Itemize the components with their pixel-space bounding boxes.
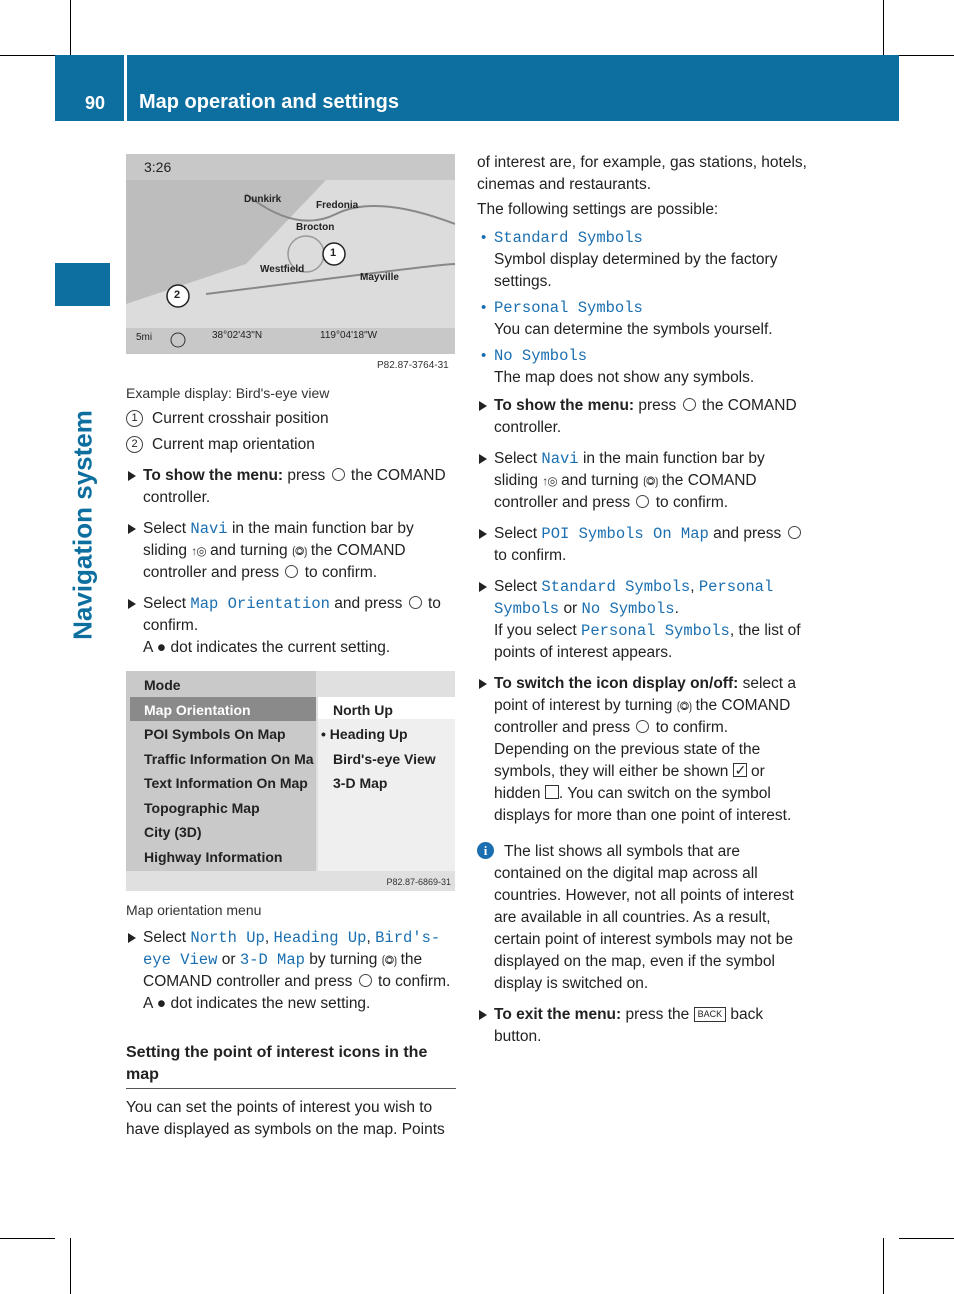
press-icon — [636, 495, 649, 508]
menu-item: City (3D) — [144, 824, 202, 840]
step-text: in the main function bar by sliding — [494, 450, 765, 489]
menu-item: Mode — [144, 677, 181, 693]
step-label: To show the menu: — [494, 397, 635, 414]
page-header — [55, 55, 899, 121]
menu-term: Bird's-eye View — [143, 929, 441, 969]
press-icon — [788, 526, 801, 539]
step-text: . — [674, 600, 679, 617]
figure-reference: P82.87-3764-31 — [377, 360, 449, 371]
map-place: Brocton — [296, 222, 335, 233]
step-text: press the — [625, 1006, 690, 1023]
instruction-step — [477, 523, 807, 567]
menu-term: Standard Symbols — [541, 578, 691, 596]
step-text: or — [563, 600, 578, 617]
menu-term: Map Orientation — [190, 595, 330, 613]
crop-mark — [70, 1238, 71, 1294]
menu-term: No Symbols — [581, 600, 675, 618]
submenu-item: 3-D Map — [333, 775, 388, 791]
step-text: the COMAND controller and press — [143, 951, 423, 990]
step-text: Select — [143, 929, 187, 946]
menu-item: Text Information On Map — [144, 775, 308, 791]
step-text: to confirm. — [494, 547, 567, 564]
slide-icon: ↑◎ — [191, 544, 206, 558]
crop-mark — [899, 55, 954, 56]
press-icon — [285, 565, 298, 578]
menu-term: Personal Symbols — [581, 622, 730, 640]
step-text: the COMAND controller and press — [494, 472, 757, 511]
menu-term: Standard Symbols — [494, 229, 643, 247]
map-place: Westfield — [260, 264, 305, 275]
step-text: Select — [494, 450, 538, 467]
instruction-step — [126, 518, 456, 584]
step-text: the COMAND controller. — [494, 397, 797, 436]
step-text: the COMAND controller and press — [143, 542, 406, 581]
submenu-item: Bird's-eye View — [333, 751, 436, 767]
menu-term: 3-D Map — [239, 951, 305, 969]
menu-term: Navi — [541, 450, 579, 468]
map-place: Mayville — [360, 272, 399, 283]
legend-number: 1 — [126, 410, 143, 427]
step-text: , — [264, 929, 270, 946]
page-number: 90 — [85, 93, 106, 113]
legend-item — [126, 434, 456, 456]
step-text: back button. — [494, 1006, 764, 1045]
section-label: Navigation system — [67, 410, 98, 640]
legend-text: Current crosshair position — [152, 410, 329, 427]
turn-icon: ⟮◎⟯ — [642, 474, 658, 488]
step-text: Depending on the previous state of the symbols, they will either be shown — [494, 741, 761, 780]
arrow-icon — [128, 471, 136, 481]
legend-item — [126, 408, 456, 430]
menu-term: Heading Up — [273, 929, 367, 947]
press-icon — [409, 596, 422, 609]
checkbox-empty-icon — [545, 785, 559, 799]
map-place: Fredonia — [316, 200, 359, 211]
menu-term: Navi — [190, 520, 228, 538]
arrow-icon — [128, 524, 136, 534]
callout-2: 2 — [174, 289, 181, 301]
step-text: select a point of interest by turning — [494, 675, 797, 714]
map-scale: 5mi — [136, 332, 153, 343]
turn-icon: ⟮◎⟯ — [676, 699, 692, 713]
arrow-icon — [479, 679, 487, 689]
step-text: press — [638, 397, 677, 414]
legend-text: Current map orientation — [152, 436, 315, 453]
instruction-step — [477, 673, 807, 827]
instruction-step — [126, 927, 456, 1015]
arrow-icon — [479, 1010, 487, 1020]
menu-item: Topographic Map — [144, 800, 260, 816]
step-label: To show the menu: — [143, 467, 284, 484]
map-time: 3:26 — [144, 159, 172, 175]
step-text: to confirm. — [143, 595, 441, 634]
menu-item: Traffic Information On Ma — [144, 751, 314, 767]
crop-mark — [70, 0, 71, 55]
body-paragraph: of interest are, for example, gas stations, hotels, cinemas and restaurants. — [477, 154, 807, 193]
menu-item: Highway Information — [144, 849, 283, 865]
step-text: the COMAND controller and press — [494, 697, 791, 736]
bullet-icon: • — [481, 347, 487, 364]
header-separator — [124, 55, 127, 121]
step-text: , — [366, 929, 371, 946]
step-text: press — [287, 467, 326, 484]
press-icon — [332, 468, 345, 481]
arrow-icon — [128, 933, 136, 943]
callout-1: 1 — [330, 247, 337, 259]
menu-term: POI Symbols On Map — [541, 525, 709, 543]
step-text: by turning — [309, 951, 378, 968]
turn-icon: ⟮◎⟯ — [381, 953, 397, 967]
step-text: , — [690, 578, 695, 595]
step-text: and turning — [210, 542, 288, 559]
figure-caption: Example display: Bird's-eye view — [126, 385, 330, 401]
option-item — [477, 345, 807, 389]
step-text: and turning — [561, 472, 639, 489]
checkbox-checked-icon — [733, 763, 747, 777]
step-label: To switch the icon display on/off: — [494, 675, 739, 692]
menu-item: Map Orientation — [144, 702, 251, 718]
arrow-icon — [128, 599, 136, 609]
right-column — [477, 152, 807, 1048]
map-latitude: 38°02'43"N — [212, 330, 263, 341]
step-text: or hidden — [494, 763, 765, 802]
body-paragraph: You can set the points of interest you wish to have displayed as symbols on the map. Points — [126, 1099, 445, 1138]
step-text: If you select — [494, 622, 577, 639]
back-key-icon: BACK — [694, 1007, 727, 1022]
map-longitude: 119°04'18"W — [320, 330, 378, 341]
press-icon — [683, 398, 696, 411]
crop-mark — [883, 0, 884, 55]
submenu-item: North Up — [333, 702, 393, 718]
arrow-icon — [479, 529, 487, 539]
menu-term: Personal Symbols — [494, 578, 774, 618]
step-text: to confirm. — [655, 494, 729, 511]
crop-mark — [899, 1238, 954, 1239]
arrow-icon — [479, 454, 487, 464]
body-paragraph: The following settings are possible: — [477, 201, 719, 218]
step-text: and press — [713, 525, 782, 542]
option-description: Symbol display determined by the factory settings. — [494, 251, 778, 290]
menu-item: POI Symbols On Map — [144, 726, 286, 742]
section-heading: Setting the point of interest icons in the map — [126, 1042, 456, 1089]
map-place: Dunkirk — [244, 194, 282, 205]
turn-icon: ⟮◎⟯ — [291, 544, 307, 558]
figure-caption: Map orientation menu — [126, 902, 262, 918]
step-text: Select — [494, 525, 538, 542]
left-column-lower — [126, 899, 456, 1141]
instruction-step — [477, 448, 807, 514]
instruction-step — [126, 465, 456, 509]
option-description: You can determine the symbols yourself. — [494, 321, 773, 338]
step-text: to confirm. — [377, 973, 451, 990]
step-text: and press — [334, 595, 403, 612]
step-text: the COMAND controller. — [143, 467, 446, 506]
option-description: The map does not show any symbols. — [494, 369, 755, 386]
info-note — [477, 841, 807, 995]
bullet-icon: • — [481, 299, 487, 316]
legend-number: 2 — [126, 436, 143, 453]
instruction-step — [477, 1004, 807, 1048]
step-text: Select — [494, 578, 538, 595]
arrow-icon — [479, 401, 487, 411]
menu-term: North Up — [190, 929, 265, 947]
press-icon — [636, 720, 649, 733]
arrow-icon — [479, 582, 487, 592]
section-tab — [55, 263, 110, 306]
press-icon — [359, 974, 372, 987]
info-icon: i — [477, 842, 494, 859]
page-title: Map operation and settings — [139, 91, 400, 113]
bullet-icon: • — [481, 229, 487, 246]
step-text: in the main function bar by sliding — [143, 520, 414, 559]
menu-term: No Symbols — [494, 347, 588, 365]
slide-icon: ↑◎ — [542, 474, 557, 488]
step-text: . You can switch on the symbol displays for more than one point of interest. — [494, 785, 792, 824]
crop-mark — [0, 1238, 55, 1239]
step-note: A ● dot indicates the current setting. — [143, 639, 391, 656]
instruction-step — [477, 395, 807, 439]
crop-mark — [0, 55, 55, 56]
step-text: to confirm. — [655, 719, 729, 736]
submenu-item: • Heading Up — [321, 726, 408, 742]
figure-reference: P82.87-6869-31 — [386, 877, 451, 887]
crop-mark — [883, 1238, 884, 1294]
option-item — [477, 227, 807, 293]
menu-term: Personal Symbols — [494, 299, 643, 317]
info-text: The list shows all symbols that are contained on the digital map across all countries. However, not all points of interest are available in all countries. As a result, certain point of interest symbols may not be displayed on the map, even if the symbol display is switched on. — [494, 843, 794, 992]
step-text: or — [221, 951, 236, 968]
menu-screenshot — [126, 671, 455, 891]
step-text: Select — [143, 520, 187, 537]
step-text: , the list of points of interest appears. — [494, 622, 801, 661]
step-label: To exit the menu: — [494, 1006, 622, 1023]
step-note: A ● dot indicates the new setting. — [143, 995, 371, 1012]
step-text: to confirm. — [304, 564, 378, 581]
step-text: Select — [143, 595, 187, 612]
instruction-step — [126, 593, 456, 659]
option-item — [477, 297, 807, 341]
instruction-step — [477, 576, 807, 664]
left-column — [126, 152, 456, 659]
